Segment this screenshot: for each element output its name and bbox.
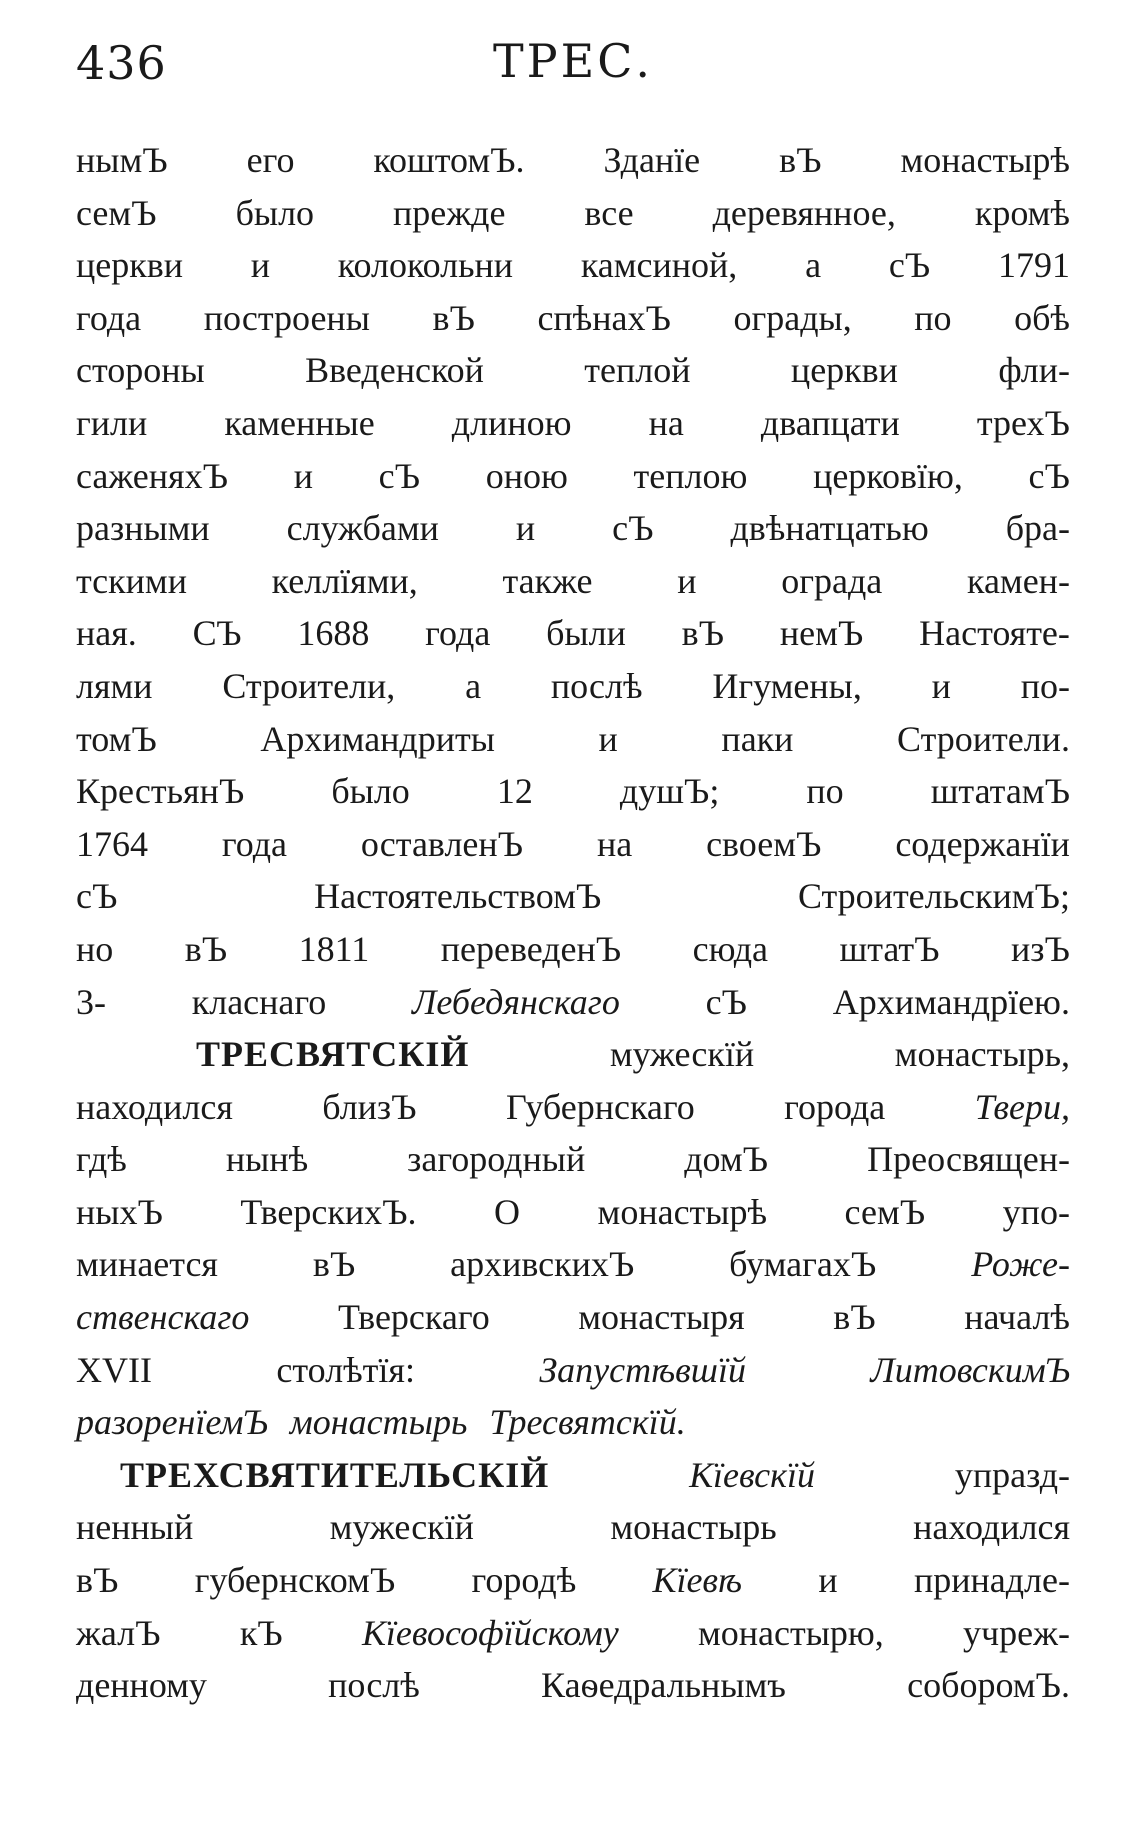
- word: а: [465, 665, 482, 706]
- word: и: [598, 718, 618, 759]
- italic-word: Кїевскїй: [689, 1454, 815, 1495]
- word: монастырь,: [894, 1034, 1070, 1075]
- word: и: [931, 665, 951, 706]
- text-line: [76, 1291, 1070, 1344]
- page-header: [76, 28, 1070, 94]
- word: Преосвящен-: [867, 1139, 1070, 1180]
- word: ограда: [781, 560, 883, 601]
- word: теплой: [584, 350, 691, 391]
- text-line: [76, 134, 1070, 187]
- word: года: [221, 823, 288, 864]
- text-line: [76, 239, 1070, 292]
- word: коштомЪ.: [373, 140, 525, 180]
- word: было: [331, 771, 410, 812]
- text-line: [76, 607, 1070, 660]
- word: Игумены,: [712, 665, 862, 706]
- word: XVII: [76, 1349, 152, 1390]
- word: Губернскаго: [505, 1086, 695, 1127]
- text-line: [76, 660, 1070, 713]
- word: гили: [76, 402, 148, 443]
- word: и: [250, 245, 271, 286]
- word: 1688: [297, 613, 370, 654]
- word: загородный: [407, 1139, 586, 1180]
- word: СтроительскимЪ;: [797, 876, 1070, 917]
- word: были: [546, 613, 626, 654]
- word: монастырь: [610, 1507, 777, 1548]
- word: сЪ: [888, 245, 931, 286]
- text-line: [76, 187, 1070, 240]
- italic-word: Кїевософїйскому: [361, 1612, 619, 1653]
- word: томЪ: [76, 718, 157, 759]
- word: деревянное,: [712, 192, 896, 233]
- word: на: [648, 402, 684, 443]
- text-line: [76, 923, 1070, 976]
- word: находился: [913, 1507, 1070, 1548]
- word: немЪ: [779, 613, 864, 654]
- word: монастырю,: [697, 1612, 884, 1653]
- word: вЪ: [312, 1244, 356, 1285]
- text-line: [76, 1186, 1070, 1239]
- word: ТверскихЪ.: [240, 1191, 417, 1232]
- word: Каѳедральнымъ: [541, 1665, 786, 1706]
- word: бумагахЪ: [729, 1244, 877, 1285]
- word: монастыря: [578, 1297, 745, 1338]
- word: семЪ: [844, 1191, 926, 1232]
- word: Введенской: [305, 350, 484, 391]
- word: жалЪ: [76, 1612, 161, 1653]
- word: его: [246, 140, 295, 180]
- word: СЪ: [192, 613, 242, 654]
- word: а: [805, 245, 822, 286]
- word: вЪ: [833, 1297, 876, 1338]
- word: сЪ: [612, 508, 654, 549]
- word: минается: [76, 1244, 218, 1285]
- word: сЪ: [705, 981, 747, 1022]
- word: по: [806, 771, 844, 812]
- text-line: [76, 765, 1070, 818]
- word: и: [515, 508, 536, 549]
- word: Зданїе: [603, 140, 701, 180]
- text-line: [76, 1081, 1070, 1134]
- text-line: [76, 1133, 1070, 1186]
- text-line: [76, 344, 1070, 397]
- word: НастоятельствомЪ: [314, 876, 602, 917]
- word: ненный: [76, 1507, 194, 1548]
- italic-word: Твери,: [974, 1086, 1070, 1127]
- word: теплою: [633, 455, 748, 496]
- word: оною: [485, 455, 568, 496]
- text-line: [76, 1501, 1070, 1554]
- word: Строители.: [897, 718, 1070, 759]
- text-line: [76, 450, 1070, 503]
- word: вЪ: [184, 928, 228, 969]
- word: губернскомЪ: [194, 1560, 396, 1601]
- word: по-: [1020, 665, 1070, 706]
- italic-word: ственскаго: [76, 1297, 250, 1338]
- text-line: [76, 1396, 1070, 1449]
- text-line: [76, 713, 1070, 766]
- italic-word: Тресвятскїй.: [489, 1402, 686, 1443]
- word: упо-: [1002, 1191, 1070, 1232]
- word: мужескїй: [329, 1507, 474, 1548]
- word: церковїю,: [813, 455, 963, 496]
- text-line: [76, 1238, 1070, 1291]
- word: домЪ: [684, 1139, 769, 1180]
- italic-word: Кїевѣ: [652, 1560, 743, 1601]
- word: Тверскаго: [337, 1297, 490, 1338]
- word: принадле-: [913, 1560, 1070, 1601]
- word: О: [494, 1191, 521, 1232]
- word: и: [818, 1560, 838, 1601]
- word: находился: [76, 1086, 233, 1127]
- word: саженяхЪ: [76, 455, 229, 496]
- word: года: [425, 613, 491, 654]
- word: денному: [76, 1665, 207, 1706]
- word: сЪ: [1028, 455, 1070, 496]
- word: на: [596, 823, 633, 864]
- word: 1764: [76, 823, 148, 864]
- word: нынѣ: [225, 1139, 309, 1180]
- word: бра-: [1005, 508, 1070, 549]
- word: послѣ: [550, 665, 643, 706]
- word: Архимандриты: [260, 718, 495, 759]
- text-line: [76, 870, 1070, 923]
- word: прежде: [393, 192, 506, 233]
- word: 1791: [998, 245, 1070, 286]
- italic-word: Роже-: [971, 1244, 1070, 1285]
- word: вЪ: [432, 297, 475, 338]
- word: двапцати: [760, 402, 900, 443]
- word: оставленЪ: [360, 823, 524, 864]
- word: содержанїи: [895, 823, 1070, 864]
- word: гдѣ: [76, 1139, 127, 1180]
- word: колокольни: [337, 245, 514, 286]
- word: и: [677, 560, 697, 601]
- italic-word: Запустѣвшїй: [539, 1349, 746, 1390]
- word: паки: [721, 718, 794, 759]
- word: сюда: [692, 928, 769, 969]
- running-title: ТРЕС.: [492, 34, 654, 88]
- text-line: [76, 502, 1070, 555]
- word: было: [235, 192, 315, 233]
- word: камсиной,: [580, 245, 738, 286]
- word: учреж-: [963, 1612, 1070, 1653]
- word: по: [914, 297, 952, 338]
- word: изЪ: [1011, 928, 1070, 969]
- word: все: [584, 192, 634, 233]
- word: класнаго: [191, 981, 327, 1022]
- word: трехЪ: [976, 402, 1070, 443]
- text-line: [76, 1028, 1070, 1081]
- word: близЪ: [322, 1086, 417, 1127]
- word: своемЪ: [706, 823, 822, 864]
- word: каменные: [224, 402, 375, 443]
- text-line: [76, 1659, 1070, 1712]
- entry-heading-word: ТРЕХСВЯТИТЕЛЬСКІЙ: [120, 1454, 550, 1495]
- word: построены: [203, 297, 370, 338]
- word: ныхЪ: [76, 1191, 163, 1232]
- word: 12: [496, 771, 533, 812]
- word: душЪ;: [619, 771, 720, 812]
- page-body-text: [76, 134, 1070, 1712]
- text-line: [76, 1344, 1070, 1397]
- word: спѣнахЪ: [537, 297, 671, 338]
- word: стороны: [76, 350, 205, 391]
- word: церкви: [790, 350, 898, 391]
- word: службами: [286, 508, 439, 549]
- word: 3-: [76, 981, 106, 1022]
- word: вЪ: [779, 140, 822, 180]
- text-line: [76, 555, 1070, 608]
- italic-word: ЛитовскимЪ: [870, 1349, 1070, 1390]
- text-line: [76, 818, 1070, 871]
- word: переведенЪ: [440, 928, 622, 969]
- word: лями: [76, 665, 153, 706]
- word: кЪ: [239, 1612, 283, 1653]
- word: вЪ: [76, 1560, 119, 1601]
- text-line: [76, 976, 1070, 1029]
- word: штатамЪ: [930, 771, 1070, 812]
- word: столѣтїя:: [276, 1349, 415, 1390]
- word: вЪ: [681, 613, 725, 654]
- word: обѣ: [1014, 297, 1070, 338]
- word: 1811: [298, 928, 370, 969]
- word: и: [293, 455, 313, 496]
- entry-heading-word: ТРЕСВЯТСКІЙ: [196, 1034, 470, 1075]
- word: штатЪ: [839, 928, 940, 969]
- word: архивскихЪ: [450, 1244, 635, 1285]
- word: Настояте-: [919, 613, 1070, 654]
- word: Строители,: [222, 665, 396, 706]
- word: началѣ: [964, 1297, 1070, 1338]
- word: года: [76, 297, 142, 338]
- word: монастырѣ: [900, 140, 1070, 180]
- word: упразд-: [954, 1454, 1070, 1495]
- word: нымЪ: [76, 140, 168, 180]
- word: семЪ: [76, 192, 157, 233]
- word: келлїями,: [271, 560, 418, 601]
- word: ная.: [76, 613, 137, 654]
- word: Архимандрїею.: [832, 981, 1070, 1022]
- word: сЪ: [378, 455, 421, 496]
- text-line: [76, 1607, 1070, 1660]
- page-number: 436: [76, 36, 167, 90]
- word: кромѣ: [974, 192, 1070, 233]
- word: фли-: [998, 350, 1070, 391]
- italic-word: разоренїемЪ: [76, 1402, 268, 1443]
- word: мужескїй: [609, 1034, 755, 1075]
- text-line: [76, 1554, 1070, 1607]
- word: монастырѣ: [597, 1191, 768, 1232]
- word: послѣ: [328, 1665, 420, 1706]
- word: камен-: [967, 560, 1070, 601]
- word: городѣ: [471, 1560, 577, 1601]
- word: но: [76, 928, 114, 969]
- italic-word: Лебедянскаго: [412, 981, 620, 1022]
- italic-word: монастырь: [289, 1402, 468, 1443]
- word: города: [784, 1086, 886, 1127]
- word: тскими: [76, 560, 187, 601]
- word: двѣнатцатью: [730, 508, 929, 549]
- text-line: [76, 1449, 1070, 1502]
- word: ограды,: [733, 297, 852, 338]
- word: сЪ: [76, 876, 118, 917]
- word: также: [502, 560, 593, 601]
- text-line: [76, 397, 1070, 450]
- word: длиною: [451, 402, 572, 443]
- word: церкви: [76, 245, 183, 286]
- word: разными: [76, 508, 210, 549]
- word: соборомЪ.: [907, 1665, 1070, 1706]
- word: КрестьянЪ: [76, 771, 245, 812]
- text-line: [76, 292, 1070, 345]
